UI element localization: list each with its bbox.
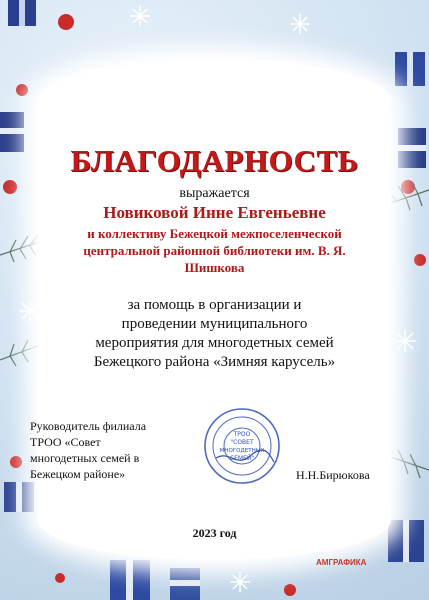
printer-logo: АМГРАФИКА [316, 558, 367, 567]
snowflake-icon [290, 14, 310, 34]
official-stamp [202, 406, 282, 486]
gift-box-icon [395, 52, 425, 86]
team-line: центральной районной библиотеки им. В. Я. [83, 243, 346, 258]
reason-line: за помощь в организации и [127, 297, 302, 313]
signatory-line: многодетных семей в [30, 451, 140, 465]
reason-line: проведении муниципального [121, 316, 308, 332]
reason-line: Бежецкого района «Зимняя карусель» [93, 354, 336, 370]
team-line: Шишкова [184, 260, 245, 275]
christmas-ball-icon [58, 14, 74, 30]
gift-box-icon [8, 0, 36, 26]
christmas-ball-icon [414, 254, 426, 266]
snowflake-icon [230, 572, 250, 592]
signatory-title [30, 418, 180, 482]
recipient-name: Новиковой Инне Евгеньевне [103, 203, 326, 222]
signatory-line: ТРОО «Совет [30, 435, 101, 449]
team-line: и коллективу Бежецкой межпоселенческой [87, 226, 342, 241]
signatory-line: Бежецком районе» [30, 467, 126, 481]
gift-box-icon [4, 482, 34, 512]
stamp-line: МНОГОДЕТНЫХ [219, 448, 265, 454]
christmas-ball-icon [284, 584, 296, 596]
signatory-line: Руководитель филиала [30, 419, 147, 433]
reason-text [50, 296, 379, 372]
gift-box-icon [170, 568, 200, 600]
reason-line: мероприятия для многодетных семей [95, 335, 334, 351]
christmas-ball-icon [16, 84, 28, 96]
signature-name: Н.Н.Бирюкова [296, 468, 370, 482]
christmas-ball-icon [10, 456, 22, 468]
certificate-title: БЛАГОДАРНОСТЬ [70, 143, 359, 178]
stamp-line: ТРОО [233, 431, 251, 438]
fir-branch-icon [0, 340, 40, 366]
gift-box-icon [110, 560, 150, 600]
stamp-line: СЕМЕЙ" [229, 455, 255, 462]
snowflake-icon [130, 6, 150, 26]
snowflake-icon [394, 330, 416, 352]
fir-branch-icon [385, 450, 429, 478]
christmas-ball-icon [55, 573, 65, 583]
team-text [60, 225, 369, 276]
stamp-line: "СОВЕТ [230, 439, 254, 446]
certificate-year: 2023 год [192, 526, 237, 540]
certificate-verb: выражается [179, 186, 250, 201]
